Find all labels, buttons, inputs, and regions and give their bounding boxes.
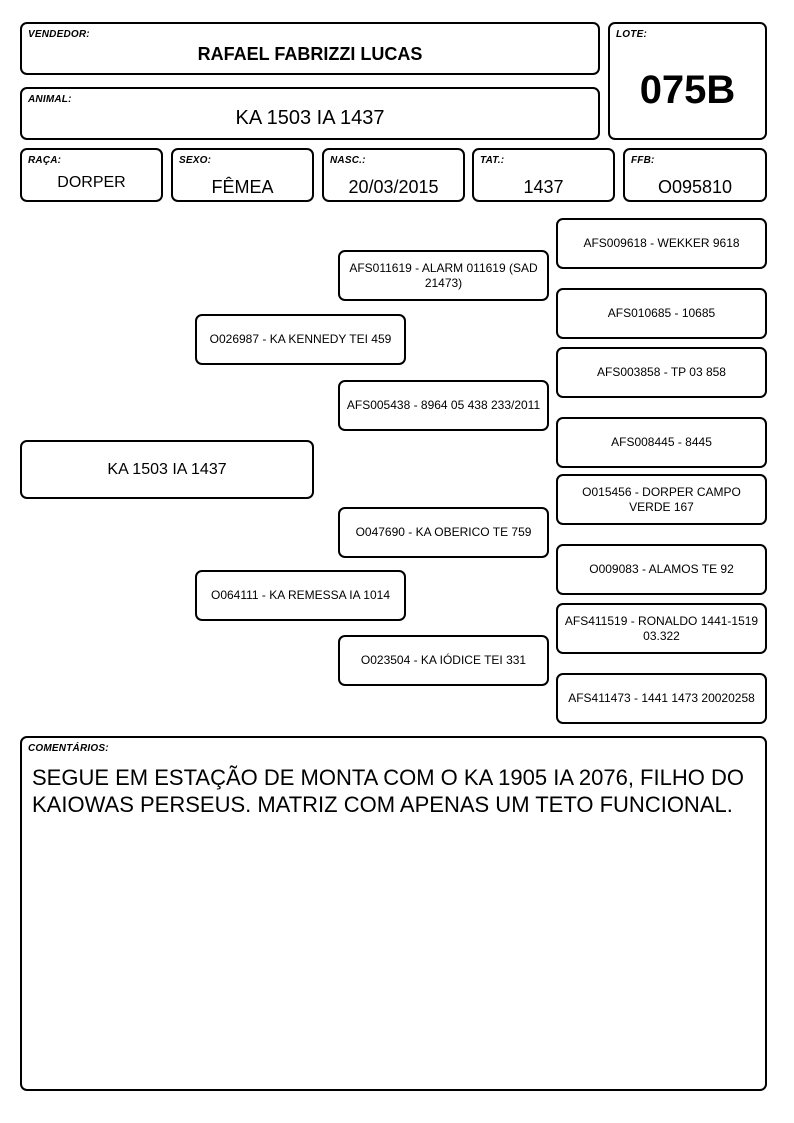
pedigree-sd-dam: AFS008445 - 8445 <box>556 417 767 468</box>
pedigree-dd-dam: AFS411473 - 1441 1473 20020258 <box>556 673 767 724</box>
animal-label: ANIMAL: <box>28 94 72 105</box>
lote-label: LOTE: <box>616 29 647 40</box>
animal-box <box>20 87 600 140</box>
lote-box <box>608 22 767 140</box>
pedigree-ss-dam: AFS010685 - 10685 <box>556 288 767 339</box>
ffb-box <box>623 148 767 202</box>
pedigree-dam-sire: O047690 - KA OBERICO TE 759 <box>338 507 549 558</box>
pedigree-dd-sire: AFS411519 - RONALDO 1441-1519 03.322 <box>556 603 767 654</box>
pedigree-sire: O026987 - KA KENNEDY TEI 459 <box>195 314 406 365</box>
nasc-label: NASC.: <box>330 155 366 166</box>
sexo-box <box>171 148 314 202</box>
nasc-box <box>322 148 465 202</box>
vendedor-value: RAFAEL FABRIZZI LUCAS <box>197 44 423 64</box>
pedigree-dam-dam: O023504 - KA IÓDICE TEI 331 <box>338 635 549 686</box>
lote-value: 075B <box>639 68 736 112</box>
pedigree-sd-sire: AFS003858 - TP 03 858 <box>556 347 767 398</box>
comments-label: COMENTÁRIOS: <box>28 743 109 754</box>
raca-box <box>20 148 163 202</box>
pedigree-ss-sire: AFS009618 - WEKKER 9618 <box>556 218 767 269</box>
pedigree-ds-dam: O009083 - ALAMOS TE 92 <box>556 544 767 595</box>
sexo-value: FÊMEA <box>211 177 274 197</box>
raca-label: RAÇA: <box>28 155 62 166</box>
ffb-label: FFB: <box>631 155 655 166</box>
pedigree-animal: KA 1503 IA 1437 <box>20 440 314 499</box>
tat-value: 1437 <box>523 177 564 197</box>
pedigree-dam: O064111 - KA REMESSA IA 1014 <box>195 570 406 621</box>
vendedor-label: VENDEDOR: <box>28 29 90 40</box>
nasc-value: 20/03/2015 <box>348 177 439 197</box>
pedigree-sire-sire: AFS011619 - ALARM 011619 (SAD 21473) <box>338 250 549 301</box>
ffb-value: O095810 <box>657 177 733 197</box>
comments-box <box>20 736 767 1091</box>
animal-value: KA 1503 IA 1437 <box>235 107 385 129</box>
vendedor-box <box>20 22 600 75</box>
sexo-label: SEXO: <box>179 155 212 166</box>
raca-value: DORPER <box>57 174 126 191</box>
tat-label: TAT.: <box>480 155 505 166</box>
comments-text: SEGUE EM ESTAÇÃO DE MONTA COM O KA 1905 IA 2076, FILHO DO KAIOWAS PERSEUS. MATRIZ COM APENAS UM TETO FUNCIONAL. <box>32 765 744 817</box>
pedigree-ds-sire: O015456 - DORPER CAMPO VERDE 167 <box>556 474 767 525</box>
pedigree-sire-dam: AFS005438 - 8964 05 438 233/2011 <box>338 380 549 431</box>
tat-box <box>472 148 615 202</box>
